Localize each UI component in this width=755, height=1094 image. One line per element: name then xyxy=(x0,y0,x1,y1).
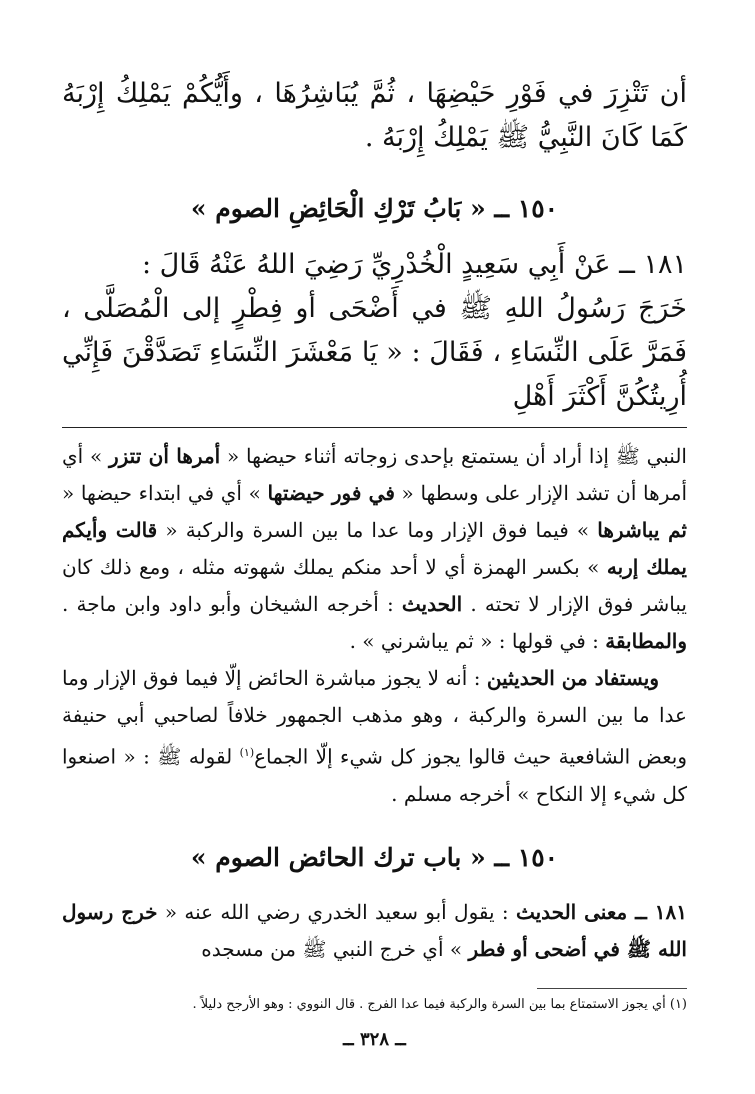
commentary-bold-term: في فور حيضتها xyxy=(267,481,395,505)
text-divider xyxy=(62,427,687,428)
commentary-text: : أخرجه الشيخان وأبو داود وابن ماجة . xyxy=(62,592,402,616)
footnote-marker: (١) xyxy=(239,746,255,759)
commentary-paragraph-1 xyxy=(62,438,687,660)
hadith-intro: ١٨١ ــ عَنْ أَبِي سَعِيدٍ الْخُدْرِيِّ رَضِيَ اللهُ عَنْهُ قَالَ : xyxy=(141,249,687,280)
page-number: ــ ٣٢٨ ــ xyxy=(343,1028,406,1050)
commentary-text: » فيما فوق الإزار وما عدا ما بين السرة والركبة « xyxy=(157,518,598,542)
commentary-bold-term: ١٨١ ــ معنى الحديث xyxy=(515,899,687,924)
chapter-title-commentary: ١٥٠ ــ « باب ترك الحائض الصوم » xyxy=(190,842,559,872)
commentary-text: : يقول أبو سعيد الخدري رضي الله عنه « xyxy=(157,899,516,924)
commentary-bold-term: ثم يباشرها xyxy=(597,518,687,542)
commentary-text: النبي ﷺ إذا أراد أن يستمتع بإحدى زوجاته أثناء حيضها « xyxy=(220,444,687,468)
commentary-text: لقوله ﷺ : « اصنعوا كل شيء إلا النكاح » أخرجه مسلم . xyxy=(62,744,687,806)
commentary-bold-term: الحديث xyxy=(401,592,463,616)
commentary-bold-term: خرج رسول الله ﷺ في أضحى أو فطر xyxy=(62,899,687,961)
hadith-body: خَرَجَ رَسُولُ اللهِ ﷺ في أَضْحَى أو فِطْرٍ إلى الْمُصَلَّى ، فَمَرَّ عَلَى النِّسَاءِ ، فَقَالَ : « يَا مَعْشَرَ النِّسَاءِ تَصَدَّقْنَ فَإِنِّي أُرِيتُكُنَّ أَكْثَرَ أَهْلِ xyxy=(62,293,687,412)
footnote: (١) أي يجوز الاستمتاع بما بين السرة والركبة فيما عدا الفرج . قال النووي : وهو الأرجح دليلاً . xyxy=(192,996,687,1012)
commentary-paragraph-2 xyxy=(62,660,687,813)
commentary-paragraph-3 xyxy=(62,894,687,968)
commentary-text: » أي في ابتداء حيضها « xyxy=(62,481,268,505)
commentary-text: » بكسر الهمزة أي لا أحد منكم يملك شهوته مثله ، ومع ذلك كان يباشر فوق الإزار لا تحته . xyxy=(62,555,687,616)
commentary-bold-term: ويستفاد من الحديثين xyxy=(486,666,659,690)
commentary-text: : أنه لا يجوز مباشرة الحائض إلّا فيما فوق الإزار وما عدا ما بين السرة والركبة ، وهو مذهب الجمهور خلافاً لصاحبي أبي حنيفة وبعض الشافعية حيث قالوا يجوز كل شيء إلّا الجماع xyxy=(62,666,687,769)
commentary-text: » أي أمرها أن تشد الإزار على وسطها « xyxy=(62,444,688,505)
commentary-bold-term: أمرها أن تتزر xyxy=(108,444,221,468)
commentary-bold-term: قالت وأيكم يملك إربه xyxy=(62,518,687,579)
footnote-divider xyxy=(537,988,687,989)
chapter-title: ١٥٠ ــ « بَابُ تَرْكِ الْحَائِضِ الصوم » xyxy=(190,194,559,223)
commentary-text: » أي خرج النبي ﷺ من مسجده xyxy=(201,936,469,961)
hadith-continuation: أن تَتْزِرَ في فَوْرِ حَيْضِهَا ، ثُمَّ يُبَاشِرُهَا ، وأَيُّكُمْ يَمْلِكُ إِرْبَهُ كَمَا كَانَ النَّبِيُّ ﷺ يَمْلِكُ إِرْبَهُ . xyxy=(62,78,687,153)
commentary-bold-term: والمطابقة xyxy=(605,629,687,653)
commentary-text: : في قولها : « ثم يباشرني » . xyxy=(349,629,606,653)
